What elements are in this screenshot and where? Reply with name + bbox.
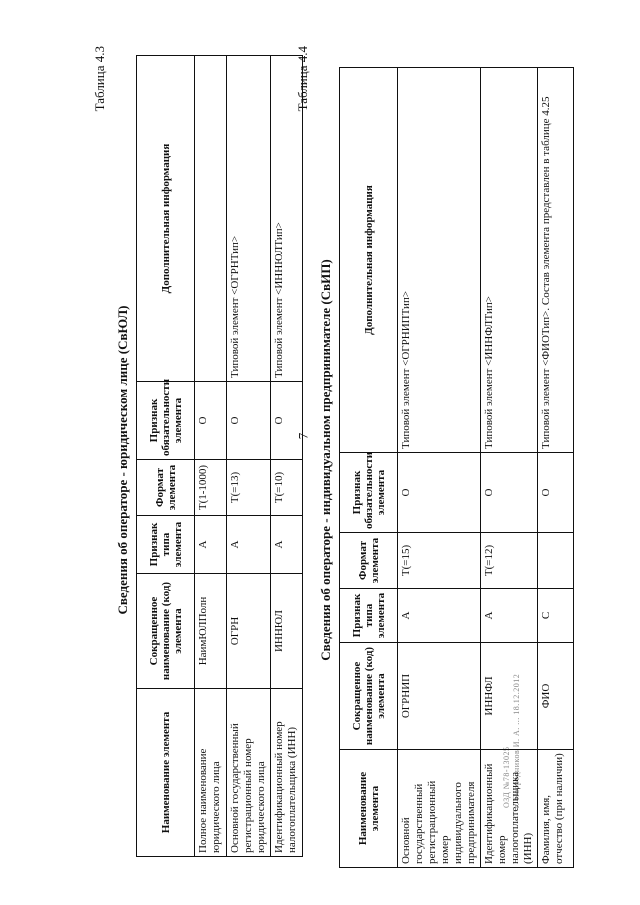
column-header: Наименование элемента [340, 750, 398, 868]
column-header: Формат элемента [137, 460, 195, 516]
table-cell: Т(=12) [481, 533, 538, 589]
column-header: Сокращенное наименование (код) элемента [340, 643, 398, 750]
table-label: Таблица 4.4 [295, 46, 310, 112]
table-cell: О [227, 382, 271, 460]
table-cell: НаимЮЛПолн [195, 574, 227, 689]
table-title: Сведения об операторе - индивидуальном предпринимателе (СвИП) [318, 259, 333, 661]
table-row [481, 68, 538, 868]
table-cell: Типовой элемент <ФИОТип>. Состав элемента представлен в таблице 4.25 [538, 68, 574, 453]
table-cell: Типовой элемент <ИННФЛТип> [481, 68, 538, 453]
table-cell: Полное наименование юридического лица [195, 689, 227, 857]
table-row [538, 68, 574, 868]
column-header: Признак типа элемента [340, 589, 398, 643]
table-cell: ОГРН [227, 574, 271, 689]
table-title: Сведения об операторе - юридическом лице (СвЮЛ) [115, 305, 130, 615]
table-cell [195, 56, 227, 382]
table-cell [538, 533, 574, 589]
table-cell: А [195, 516, 227, 574]
column-header: Сокращенное наименование (код) элемента [137, 574, 195, 689]
table-cell: О [538, 453, 574, 533]
column-header: Наименование элемента [137, 689, 195, 857]
table-header-row [340, 68, 398, 868]
table-cell: Т(=10) [271, 460, 303, 516]
stamp-line-2: г. Посредников И. А. ... 18.12.2012 [512, 673, 521, 808]
column-header: Формат элемента [340, 533, 398, 589]
table-label: Таблица 4.3 [92, 46, 107, 112]
column-header: Признак типа элемента [137, 516, 195, 574]
page-number: 7 [295, 432, 311, 440]
table-cell: ИННФЛ [481, 643, 538, 750]
table-cell: Идентификационный номер налогоплательщика (ИНН) [271, 689, 303, 857]
stamp-line-1: ОЗД №78-13025 [502, 746, 511, 808]
table-cell: Идентификационный номер налогоплательщика (ИНН) [481, 750, 538, 868]
table-cell: О [481, 453, 538, 533]
table-cell: Фамилия, имя, отчество (при наличии) [538, 750, 574, 868]
data-table [339, 67, 574, 868]
table-cell: А [398, 589, 481, 643]
table-cell: Типовой элемент <ОГРНИПТип> [398, 68, 481, 453]
column-header: Признак обязательности элемента [340, 453, 398, 533]
table-cell: О [398, 453, 481, 533]
column-header: Дополнительная информация [137, 56, 195, 382]
table-cell: ОГРНИП [398, 643, 481, 750]
table-cell: С [538, 589, 574, 643]
table-cell: ИННЮЛ [271, 574, 303, 689]
table-cell: Основной государственный регистрационный номер юридического лица [227, 689, 271, 857]
table-cell: О [271, 382, 303, 460]
table-cell: А [271, 516, 303, 574]
table-cell: Типовой элемент <ОГРНТип> [227, 56, 271, 382]
table-cell: Т(=13) [227, 460, 271, 516]
table-row [195, 56, 227, 857]
column-header: Дополнительная информация [340, 68, 398, 453]
table-cell: ФИО [538, 643, 574, 750]
table-4-3-block [92, 40, 303, 880]
table-header-row [137, 56, 195, 857]
column-header: Признак обязательности элемента [137, 382, 195, 460]
data-table [136, 55, 303, 857]
table-cell: А [481, 589, 538, 643]
table-cell: Типовой элемент <ИННЮЛТип> [271, 56, 303, 382]
table-cell: А [227, 516, 271, 574]
table-cell: Основной государственный регистрационный номер индивидуального предпринимателя [398, 750, 481, 868]
table-4-4-block [295, 40, 574, 880]
table-row [398, 68, 481, 868]
table-row [227, 56, 271, 857]
table-cell: Т(1-1000) [195, 460, 227, 516]
table-cell: О [195, 382, 227, 460]
table-cell: Т(=15) [398, 533, 481, 589]
